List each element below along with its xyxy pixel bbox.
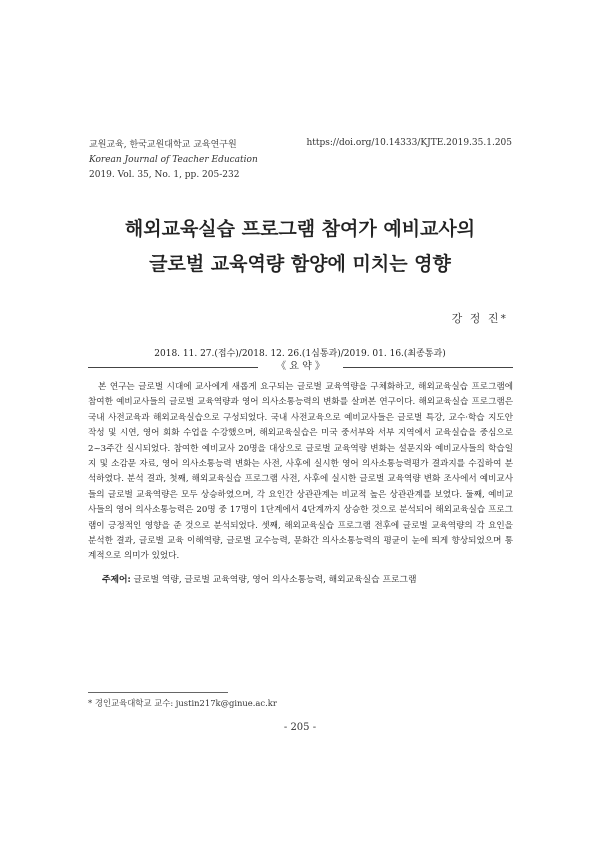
submission-dates: 2018. 11. 27.(접수)/2018. 12. 26.(1심통과)/2019. 01. 16.(최종통과) [154, 349, 446, 359]
title-line-1: 해외교육실습 프로그램 참여가 예비교사의 [124, 218, 476, 240]
keywords-text: 글로벌 역량, 글로벌 교육역량, 영어 의사소통능력, 해외교육실습 프로그램 [133, 575, 417, 585]
abstract-heading-label: 《 요 약 》 [276, 361, 325, 372]
page-number: - 205 - [283, 722, 317, 733]
title-line-2: 글로벌 교육역량 함양에 미치는 영향 [149, 253, 451, 275]
doi-link[interactable]: https://doi.org/10.14333/KJTE.2019.35.1.205 [306, 138, 512, 148]
journal-volume: 2019. Vol. 35, No. 1, pp. 205-232 [89, 170, 240, 180]
footnote-divider [88, 692, 228, 693]
abstract-heading [88, 360, 513, 374]
abstract-text: 본 연구는 글로벌 시대에 교사에게 새롭게 요구되는 글로벌 교육역량을 구체화하고, 해외교육실습 프로그램에 참여한 예비교사들의 글로벌 교육역량과 영어 의사소통능력의 변화를 살펴본 연구이다. 해외교육실습 프로그램은 국내 사전교육과 해외교육실습으로 구성되었다. 국내 사전교육으로 예비교사들은 글로벌 특강, 교수·학습 지도안 작성 및 시연, 영어 회화 수업을 수강했으며, 해외교육실습은 미국 중서부와 서부 지역에서 교육실습을 중심으로 2~3주간 실시되었다. 참여한 예비교사 20명을 대상으로 글로벌 교육역량 변화는 설문지와 예비교사들의 학습일지 및 소감문 자료, 영어 의사소통능력 변화는 사전, 사후에 실시한 영어 의사소통능력평가 결과지를 수집하여 분석하였다. 분석 결과, 첫째, 해외교육실습 프로그램 사전, 사후에 실시한 글로벌 교육역량 변화 조사에서 예비교사들의 글로벌 교육역량은 모두 상승하였으며, 각 요인간 상관관계는 비교적 높은 상관관계를 보였다. 둘째, 예비교사들의 영어 의사소통능력은 20명 중 17명이 1단계에서 4단계까지 상승한 것으로 분석되어 해외교육실습 프로그램이 긍정적인 영향을 준 것으로 분석되었다. 셋째, 해외교육실습 프로그램 전후에 글로벌 교육역량의 각 요인을 분석한 결과, 글로벌 교육 이해역량, 글로벌 교수능력, 문화간 의사소통능력의 평균이 눈에 띄게 향상되었으며 통계적으로 의미가 있었다. [88, 382, 513, 562]
author-footnote: * 경인교육대학교 교수: justin217k@ginue.ac.kr [88, 698, 277, 708]
paper-title [60, 212, 540, 282]
journal-korean-name: 교원교육, 한국교원대학교 교육연구원 [89, 140, 237, 150]
keywords-label: 주제어: [102, 575, 131, 585]
keywords [102, 572, 522, 585]
journal-english-name: Korean Journal of Teacher Education [89, 155, 258, 165]
author-name: 강 정 진* [451, 312, 508, 325]
